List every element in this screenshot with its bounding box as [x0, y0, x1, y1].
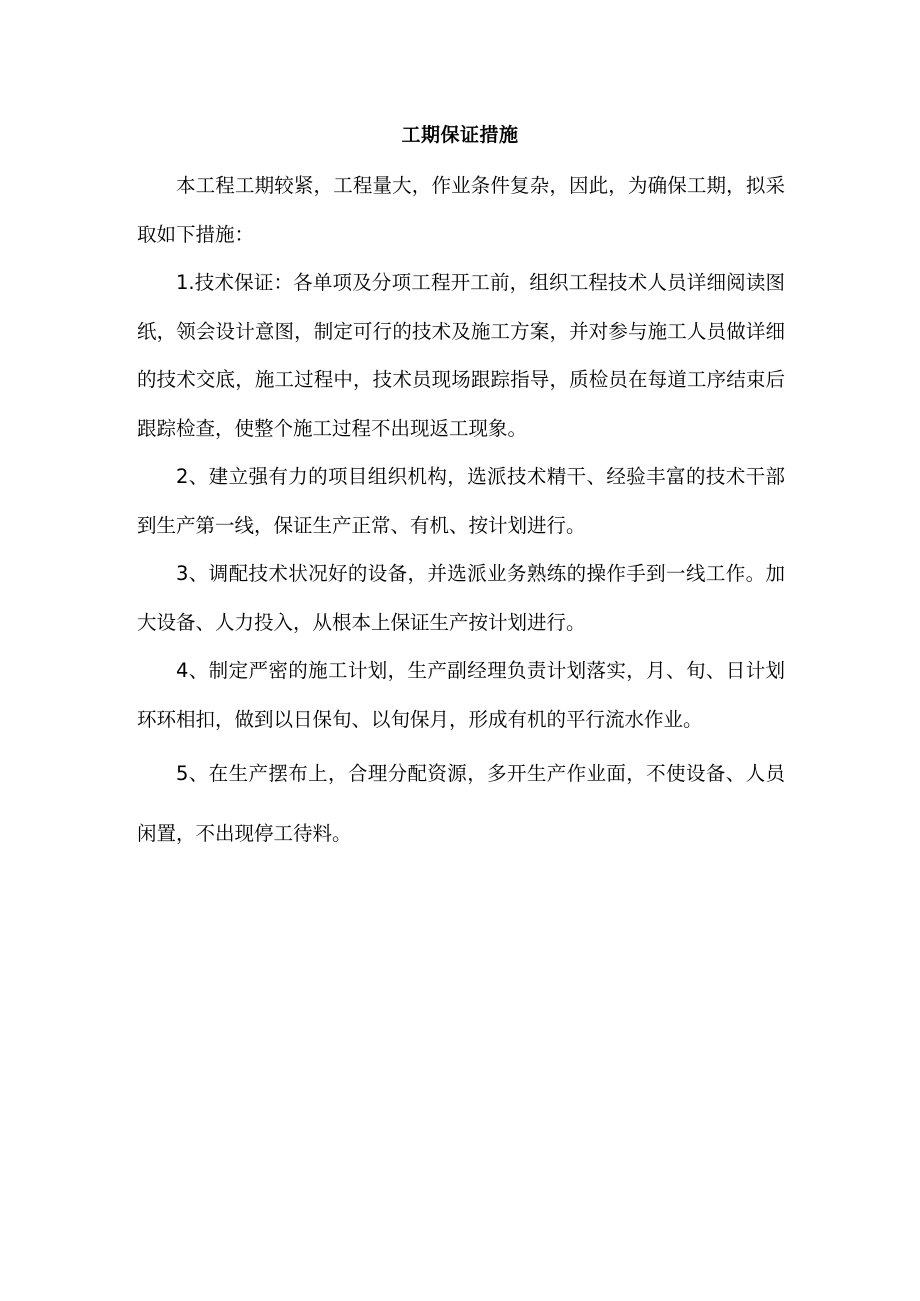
- measure-paragraph-2: 2、建立强有力的项目组织机构，选派技术精干、经验丰富的技术干部到生产第一线，保证生产正常、有机、按计划进行。: [137, 465, 785, 537]
- measure-paragraph-5: 5、在生产摆布上，合理分配资源，多开生产作业面，不使设备、人员闲置，不出现停工待料。: [137, 762, 785, 845]
- measure-paragraph-3: 3、调配技术状况好的设备，并选派业务熟练的操作手到一线工作。加大设备、人力投入，从根本上保证生产按计划进行。: [137, 562, 785, 634]
- intro-paragraph: 本工程工期较紧，工程量大，作业条件复杂，因此，为确保工期，拟采取如下措施：: [137, 174, 785, 246]
- document-title: 工期保证措施: [401, 124, 519, 146]
- measure-paragraph-1: 1.技术保证：各单项及分项工程开工前，组织工程技术人员详细阅读图纸，领会设计意图，制定可行的技术及施工方案，并对参与施工人员做详细的技术交底，施工过程中，技术员现场跟踪指导，质检员在每道工序结束后跟踪检查，使整个施工过程不出现返工现象。: [137, 271, 785, 440]
- measure-paragraph-4: 4、制定严密的施工计划，生产副经理负责计划落实，月、旬、日计划环环相扣，做到以日保旬、以旬保月，形成有机的平行流水作业。: [137, 659, 785, 731]
